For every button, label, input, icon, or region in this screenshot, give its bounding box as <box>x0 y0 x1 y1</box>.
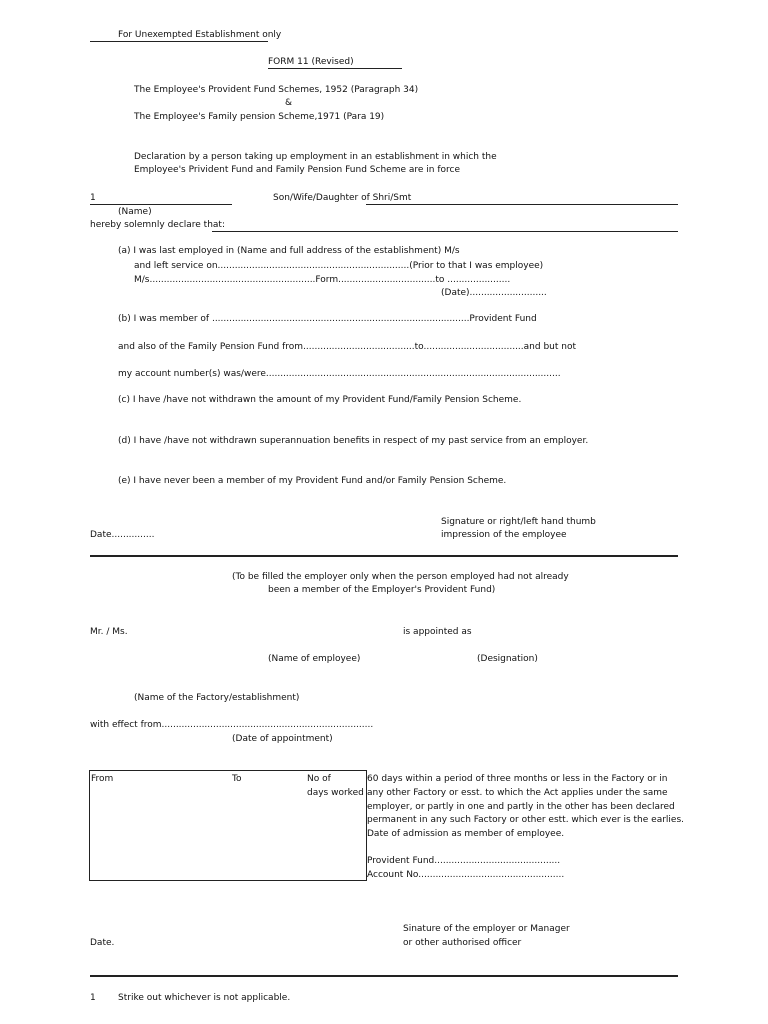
declaration-line-2: Employee's Privident Fund and Family Pension Fund Scheme are in force <box>134 165 461 175</box>
employee-date: Date............... <box>90 530 155 540</box>
clause-a-line-3: M/s..........................................................Form..................................to ...................... <box>134 275 511 285</box>
section-divider <box>90 555 678 557</box>
parent-name-line[interactable] <box>366 204 678 205</box>
effect-from-label: with effect from.......................................................................... <box>90 720 374 730</box>
table-note-3: employer, or partly in one and partly in the other has been declared <box>367 802 675 812</box>
table-note-2: any other Factory or esst. to which the Act applies under the same <box>367 788 668 798</box>
form-title: FORM 11 (Revised) <box>268 57 354 67</box>
mr-ms-label: Mr. / Ms. <box>90 627 128 637</box>
factory-caption: (Name of the Factory/establishment) <box>134 693 300 703</box>
employer-note-2: been a member of the Employer's Provident Fund) <box>268 585 496 595</box>
signature-label-1: Signature or right/left hand thumb <box>441 517 596 527</box>
clause-b-line-1: (b) I was member of ..........................................................................................Provident Fund <box>118 314 537 324</box>
clause-e: (e) I have never been a member of my Provident Fund and/or Family Pension Scheme. <box>118 476 507 486</box>
table-header-days-2: days worked <box>307 788 364 798</box>
declare-line[interactable] <box>212 231 678 232</box>
table-note-1: 60 days within a period of three months or less in the Factory or in <box>367 774 668 784</box>
exemption-note: For Unexempted Establishment only <box>118 30 282 40</box>
table-note-5: Date of admission as member of employee. <box>367 829 565 839</box>
name-of-employee-caption: (Name of employee) <box>268 654 361 664</box>
exemption-underline <box>90 41 268 42</box>
appointed-label: is appointed as <box>403 627 472 637</box>
clause-a-date: (Date)........................... <box>441 288 547 298</box>
name-line[interactable] <box>90 204 232 205</box>
table-note-4: permanent in any such Factory or other estt. which ever is the earlies. <box>367 815 684 825</box>
scheme-line-2: The Employee's Family pension Scheme,1971 (Para 19) <box>134 112 385 122</box>
designation-caption: (Designation) <box>477 654 538 664</box>
table-header-from: From <box>91 774 114 784</box>
signature-label-2: impression of the employee <box>441 530 567 540</box>
provident-fund-field: Provident Fund............................................ <box>367 856 561 866</box>
service-table <box>89 770 367 881</box>
form-title-underline <box>268 68 402 69</box>
table-header-days-1: No of <box>307 774 331 784</box>
clause-b-line-3: my account number(s) was/were....................................................................................................... <box>118 369 561 379</box>
declare-text: hereby solemnly declare that: <box>90 220 225 230</box>
date-of-appointment-caption: (Date of appointment) <box>232 734 333 744</box>
employer-signature-1: Sinature of the employer or Manager <box>403 924 570 934</box>
clause-d: (d) I have /have not withdrawn superannuation benefits in respect of my past service from an employer. <box>118 436 589 446</box>
employer-date: Date. <box>90 938 115 948</box>
footnote-number: 1 <box>90 993 96 1003</box>
clause-c: (c) I have /have not withdrawn the amount of my Provident Fund/Family Pension Scheme. <box>118 395 522 405</box>
clause-b-line-2: and also of the Family Pension Fund from.......................................to...................................and but not <box>118 342 576 352</box>
clause-a-line-2: and left service on...................................................................(Prior to that I was employee) <box>134 261 544 271</box>
table-header-to: To <box>232 774 242 784</box>
scheme-line-1: The Employee's Provident Fund Schemes, 1952 (Paragraph 34) <box>134 85 419 95</box>
employer-signature-2: or other authorised officer <box>403 938 522 948</box>
employer-note-1: (To be filled the employer only when the person employed had not already <box>232 572 569 582</box>
clause-a-line-1: (a) I was last employed in (Name and full address of the establishment) M/s <box>118 246 460 256</box>
relation-label: Son/Wife/Daughter of Shri/Smt <box>273 193 412 203</box>
footnote-text: Strike out whichever is not applicable. <box>118 993 291 1003</box>
name-caption: (Name) <box>118 207 152 217</box>
footnote-marker: 1 <box>90 193 96 203</box>
ampersand: & <box>285 98 293 108</box>
account-no-field: Account No................................................... <box>367 870 565 880</box>
footer-divider <box>90 975 678 977</box>
declaration-line-1: Declaration by a person taking up employment in an establishment in which the <box>134 152 497 162</box>
